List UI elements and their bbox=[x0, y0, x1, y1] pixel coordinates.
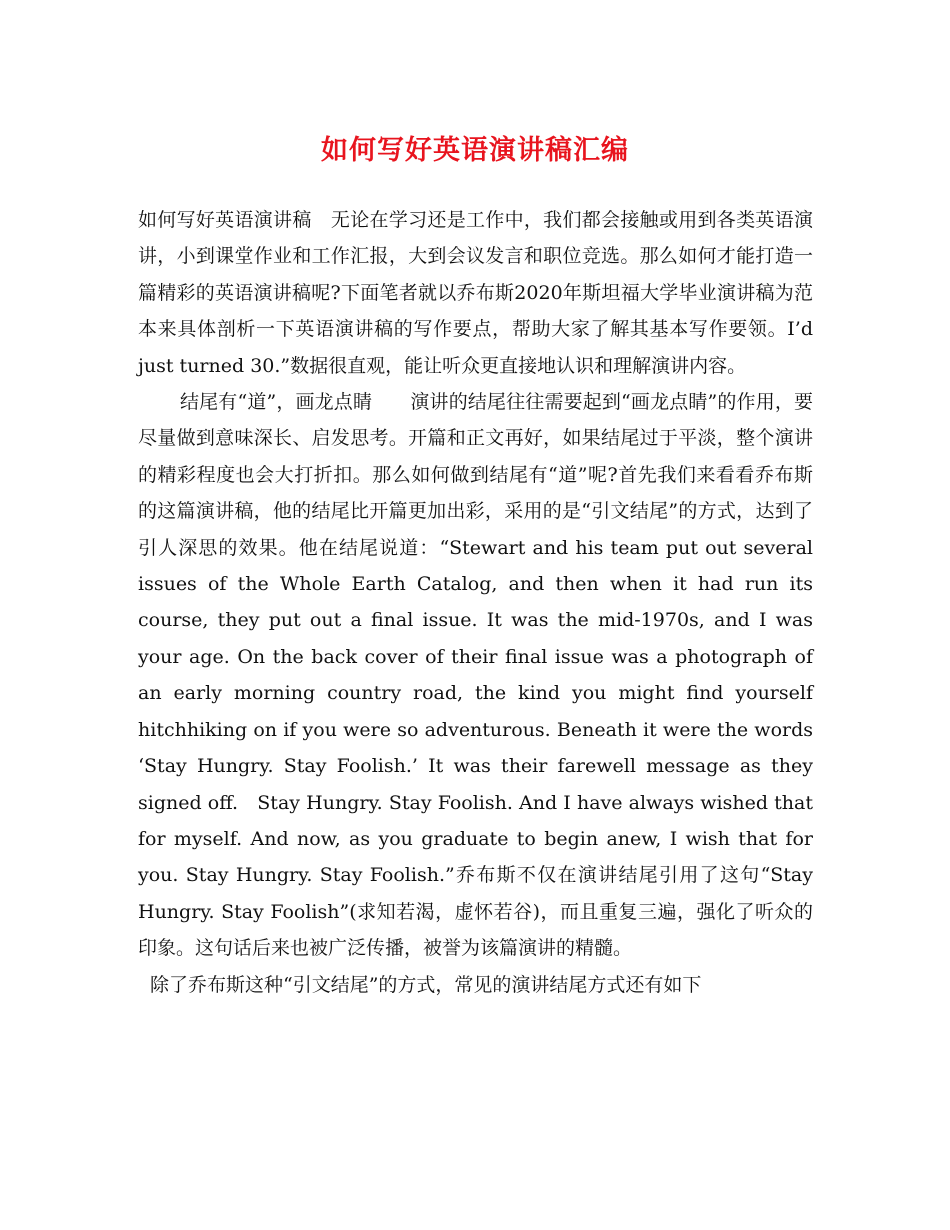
paragraph-intro: 如何写好英语演讲稿 无论在学习还是工作中，我们都会接触或用到各类英语演讲，小到课堂作业和工作汇报，大到会议发言和职位竞选。那么如何才能打造一篇精彩的英语演讲稿呢?下面笔者就以乔布斯2020年斯坦福大学毕业演讲稿为范本来具体剖析一下英语演讲稿的写作要点，帮助大家了解其基本写作要领。I’d just turned 30.”数据很直观，能让听众更直接地认识和理解演讲内容。 bbox=[138, 209, 813, 377]
paragraph-ending: 结尾有“道”，画龙点睛 演讲的结尾往往需要起到“画龙点睛”的作用，要尽量做到意味深长、启发思考。开篇和正文再好，如果结尾过于平淡，整个演讲的精彩程度也会大打折扣。那么如何做到结尾有“道”呢?首先我们来看看乔布斯的这篇演讲稿，他的结尾比开篇更加出彩，采用的是“引文结尾”的方式，达到了引人深思的效果。他在结尾说道：“Stewart and his team put out several issues of the Whole Earth Catalog, and then when it had run its course, they put out a final issue. It was the mid-1970s, and I was your age. On the back cover of their final issue was a photograph of an early morning country road, the kind you might find yourself hitchhiking on if you were so adventurous. Beneath it were the words ‘Stay Hungry. Stay Foolish.’ It was their farewell message as they signed off. Stay Hungry. Stay Foolish. And I have always wished that for myself. And now, as you graduate to begin anew, I wish that for you. Stay Hungry. Stay Foolish.”乔布斯不仅在演讲结尾引用了这句“Stay Hungry. Stay Foolish”(求知若渴，虚怀若谷)，而且重复三遍，强化了听众的印象。这句话后来也被广泛传播，被誉为该篇演讲的精髓。 bbox=[138, 391, 813, 960]
paragraph-continued: 除了乔布斯这种“引文结尾”的方式，常见的演讲结尾方式还有如下 bbox=[150, 973, 702, 996]
document-body bbox=[138, 202, 813, 1003]
document-title: 如何写好英语演讲稿汇编 bbox=[321, 135, 629, 166]
